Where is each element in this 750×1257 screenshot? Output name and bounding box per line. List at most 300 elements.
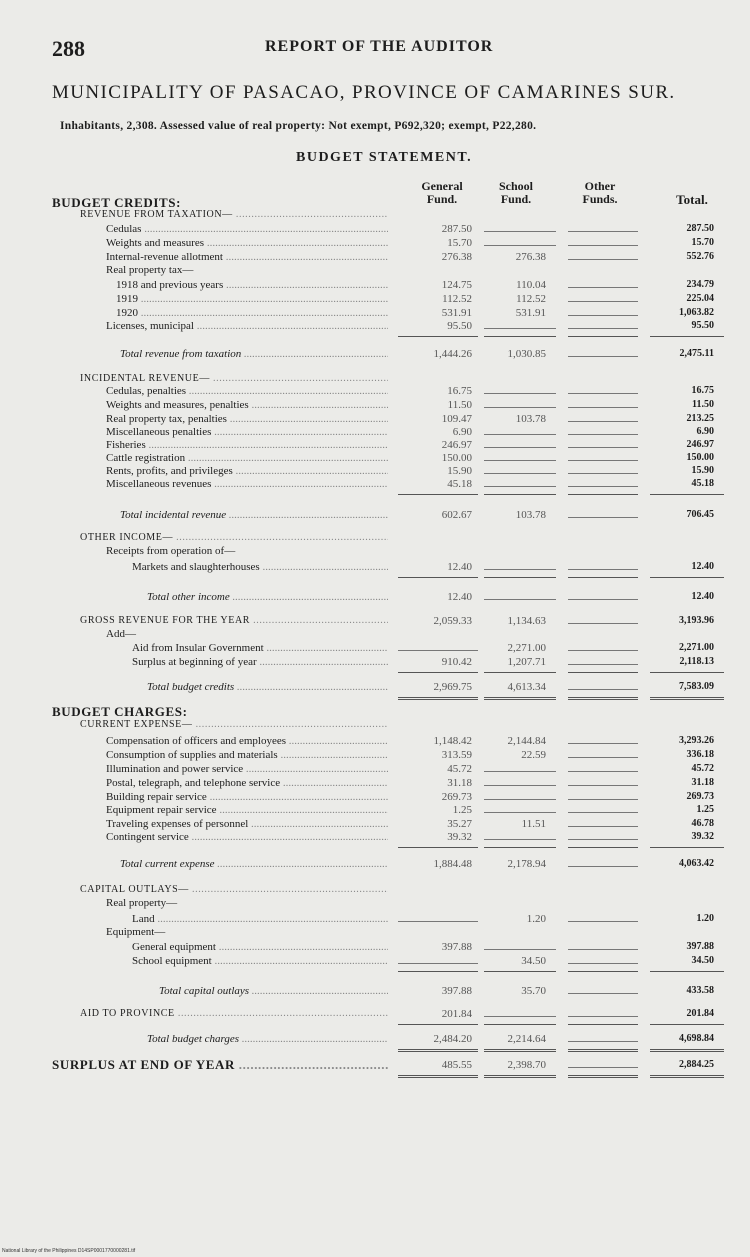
total-rule	[568, 847, 638, 848]
row-label: Real property tax—	[106, 264, 194, 276]
budget-row	[0, 508, 750, 522]
general-fund-cell: 35.27	[447, 818, 472, 830]
budget-row	[0, 680, 750, 694]
row-label: Traveling expenses of personnel .....	[106, 817, 388, 831]
budget-row	[0, 940, 750, 954]
budget-row	[0, 984, 750, 998]
empty-cell-dash	[568, 1041, 638, 1042]
total-cell: 31.18	[691, 777, 714, 788]
empty-cell-dash	[568, 473, 638, 474]
inhabitants-line: Inhabitants, 2,308. Assessed value of real property: Not exempt, P692,320; exempt, P22,280.	[60, 120, 537, 132]
total-cell: 213.25	[686, 413, 714, 424]
row-label: Illumination and power service .....	[106, 762, 388, 776]
general-fund-cell: 112.52	[442, 293, 472, 305]
budget-row	[0, 830, 750, 844]
double-rule	[398, 1075, 478, 1081]
empty-cell-dash	[568, 421, 638, 422]
budget-row	[0, 734, 750, 748]
empty-cell-dash	[484, 1016, 556, 1017]
budget-row	[0, 705, 750, 719]
empty-cell-dash	[484, 231, 556, 232]
budget-row	[0, 1032, 750, 1046]
double-rule	[398, 697, 478, 703]
general-fund-cell: 246.97	[441, 439, 472, 451]
school-fund-cell: 1,207.71	[507, 656, 546, 668]
total-rule	[650, 672, 724, 673]
empty-cell-dash	[568, 1067, 638, 1068]
school-fund-cell: 1.20	[526, 913, 546, 925]
total-cell: 1.20	[696, 913, 714, 924]
total-rule	[650, 336, 724, 337]
column-header-school-fund: School Fund.	[498, 179, 533, 206]
budget-row	[0, 236, 750, 250]
empty-cell-dash	[484, 407, 556, 408]
general-fund-cell: 11.50	[447, 399, 472, 411]
double-rule	[484, 1049, 556, 1055]
row-label: Compensation of officers and employees .....	[106, 734, 388, 748]
row-label: Real property tax, penalties .....	[106, 412, 388, 426]
empty-cell-dash	[568, 434, 638, 435]
row-label: Postal, telegraph, and telephone service .....	[106, 776, 388, 790]
empty-cell-dash	[568, 356, 638, 357]
empty-cell-dash	[398, 963, 478, 964]
empty-cell-dash	[568, 993, 638, 994]
school-fund-cell: 103.78	[515, 509, 546, 521]
empty-cell-dash	[568, 393, 638, 394]
total-rule	[650, 494, 724, 495]
general-fund-cell: 313.59	[441, 749, 472, 761]
total-cell: 4,063.42	[679, 858, 714, 869]
budget-row	[0, 857, 750, 871]
total-cell: 15.90	[691, 465, 714, 476]
total-cell: 225.04	[686, 293, 714, 304]
empty-cell-dash	[568, 664, 638, 665]
school-fund-cell: 276.38	[515, 251, 546, 263]
budget-row	[0, 208, 750, 222]
column-header-general-fund: General Fund.	[421, 179, 463, 206]
empty-cell-dash	[484, 949, 556, 950]
budget-row	[0, 896, 750, 910]
budget-row	[0, 451, 750, 465]
general-fund-cell: 397.88	[441, 941, 472, 953]
total-cell: 3,293.26	[679, 735, 714, 746]
page-number: 288	[52, 36, 85, 61]
empty-cell-dash	[484, 785, 556, 786]
total-cell: 2,118.13	[679, 656, 714, 667]
row-label: Surplus at beginning of year .....	[132, 655, 388, 669]
general-fund-cell: 150.00	[441, 452, 472, 464]
empty-cell-dash	[568, 486, 638, 487]
empty-cell-dash	[484, 434, 556, 435]
budget-row	[0, 306, 750, 320]
total-cell: 2,475.11	[679, 348, 714, 359]
empty-cell-dash	[568, 771, 638, 772]
row-label: CAPITAL OUTLAYS— .....	[80, 883, 388, 897]
budget-row	[0, 803, 750, 817]
empty-cell-dash	[568, 866, 638, 867]
total-cell: 3,193.96	[679, 615, 714, 626]
school-fund-cell: 112.52	[516, 293, 546, 305]
total-rule	[568, 971, 638, 972]
total-cell: 11.50	[692, 399, 714, 410]
total-cell: 246.97	[686, 439, 714, 450]
total-rule	[484, 847, 556, 848]
empty-cell-dash	[568, 839, 638, 840]
empty-cell-dash	[484, 569, 556, 570]
total-rule	[650, 577, 724, 578]
double-rule	[650, 1075, 724, 1081]
double-rule	[568, 697, 638, 703]
school-fund-cell: 2,214.64	[507, 1033, 546, 1045]
empty-cell-dash	[484, 473, 556, 474]
total-rule	[398, 577, 478, 578]
row-label: Cedulas .....	[106, 222, 388, 236]
total-rule	[484, 971, 556, 972]
general-fund-cell: 124.75	[441, 279, 472, 291]
school-fund-cell: 22.59	[521, 749, 546, 761]
row-label: Add—	[106, 628, 136, 640]
general-fund-cell: 269.73	[441, 791, 472, 803]
budget-row	[0, 384, 750, 398]
empty-cell-dash	[568, 826, 638, 827]
empty-cell-dash	[484, 245, 556, 246]
budget-row	[0, 1058, 750, 1072]
school-fund-cell: 531.91	[515, 307, 546, 319]
empty-cell-dash	[484, 486, 556, 487]
total-cell: 287.50	[686, 223, 714, 234]
total-cell: 201.84	[686, 1008, 714, 1019]
column-header-other-funds: Other Funds.	[582, 179, 618, 206]
row-label: Receipts from operation of—	[106, 545, 236, 557]
total-rule	[568, 494, 638, 495]
empty-cell-dash	[568, 599, 638, 600]
budget-row	[0, 250, 750, 264]
school-fund-cell: 110.04	[516, 279, 546, 291]
total-cell: 16.75	[691, 385, 714, 396]
general-fund-cell: 45.72	[447, 763, 472, 775]
general-fund-cell: 16.75	[447, 385, 472, 397]
school-fund-cell: 34.50	[521, 955, 546, 967]
school-fund-cell: 1,134.63	[507, 615, 546, 627]
total-rule	[484, 577, 556, 578]
empty-cell-dash	[568, 328, 638, 329]
total-cell: 95.50	[691, 320, 714, 331]
empty-cell-dash	[484, 393, 556, 394]
budget-row	[0, 641, 750, 655]
total-cell: 7,583.09	[679, 681, 714, 692]
empty-cell-dash	[568, 407, 638, 408]
general-fund-cell: 1,884.48	[433, 858, 472, 870]
general-fund-cell: 45.18	[447, 478, 472, 490]
double-rule	[484, 697, 556, 703]
double-rule	[484, 1075, 556, 1081]
budget-row	[0, 883, 750, 897]
empty-cell-dash	[484, 839, 556, 840]
row-label: CURRENT EXPENSE— .....	[80, 718, 388, 732]
budget-row	[0, 718, 750, 732]
double-rule	[650, 697, 724, 703]
total-cell: 552.76	[686, 251, 714, 262]
total-rule	[484, 672, 556, 673]
budget-row	[0, 263, 750, 277]
budget-row	[0, 1007, 750, 1021]
empty-cell-dash	[484, 447, 556, 448]
budget-row	[0, 347, 750, 361]
general-fund-cell: 531.91	[441, 307, 472, 319]
empty-cell-dash	[484, 328, 556, 329]
general-fund-cell: 12.40	[447, 561, 472, 573]
total-rule	[650, 971, 724, 972]
row-label: Equipment—	[106, 926, 166, 938]
budget-row	[0, 590, 750, 604]
school-fund-cell: 2,178.94	[507, 858, 546, 870]
row-label: Total current expense .....	[120, 857, 388, 871]
school-fund-cell: 2,144.84	[507, 735, 546, 747]
school-fund-cell: 4,613.34	[507, 681, 546, 693]
total-cell: 15.70	[691, 237, 714, 248]
general-fund-cell: 276.38	[441, 251, 472, 263]
empty-cell-dash	[484, 771, 556, 772]
empty-cell-dash	[568, 689, 638, 690]
school-fund-cell: 1,030.85	[507, 348, 546, 360]
general-fund-cell: 485.55	[441, 1059, 472, 1071]
budget-row	[0, 655, 750, 669]
total-cell: 150.00	[686, 452, 714, 463]
empty-cell-dash	[568, 315, 638, 316]
budget-row	[0, 614, 750, 628]
row-label: Fisheries .....	[106, 438, 388, 452]
school-fund-cell: 2,271.00	[507, 642, 546, 654]
row-label: GROSS REVENUE FOR THE YEAR .....	[80, 614, 388, 628]
general-fund-cell: 15.90	[447, 465, 472, 477]
empty-cell-dash	[568, 963, 638, 964]
row-label: Miscellaneous penalties .....	[106, 425, 388, 439]
row-label: Total other income .....	[147, 590, 388, 604]
budget-row	[0, 748, 750, 762]
total-cell: 45.72	[691, 763, 714, 774]
total-rule	[650, 847, 724, 848]
total-rule	[398, 971, 478, 972]
budget-row	[0, 531, 750, 545]
row-label: Aid from Insular Government .....	[132, 641, 388, 655]
general-fund-cell: 201.84	[441, 1008, 472, 1020]
row-label: 1920 .....	[116, 306, 388, 320]
total-cell: 1.25	[696, 804, 714, 815]
municipality-heading: MUNICIPALITY OF PASACAO, PROVINCE OF CAMARINES SUR.	[52, 82, 676, 103]
total-rule	[398, 494, 478, 495]
empty-cell-dash	[568, 757, 638, 758]
row-label: Total incidental revenue .....	[120, 508, 388, 522]
school-fund-cell: 2,398.70	[507, 1059, 546, 1071]
total-cell: 6.90	[696, 426, 714, 437]
budget-row	[0, 762, 750, 776]
row-label: General equipment .....	[132, 940, 388, 954]
budget-row	[0, 425, 750, 439]
empty-cell-dash	[568, 1016, 638, 1017]
total-cell: 397.88	[686, 941, 714, 952]
empty-cell-dash	[484, 599, 556, 600]
row-label: Building repair service .....	[106, 790, 388, 804]
row-label: Cattle registration .....	[106, 451, 388, 465]
empty-cell-dash	[568, 245, 638, 246]
empty-cell-dash	[568, 812, 638, 813]
empty-cell-dash	[568, 743, 638, 744]
empty-cell-dash	[568, 949, 638, 950]
total-cell: 39.32	[691, 831, 714, 842]
budget-row	[0, 477, 750, 491]
general-fund-cell: 602.67	[441, 509, 472, 521]
empty-cell-dash	[568, 460, 638, 461]
general-fund-cell: 31.18	[447, 777, 472, 789]
row-label: Equipment repair service .....	[106, 803, 388, 817]
general-fund-cell: 2,969.75	[433, 681, 472, 693]
budget-row	[0, 398, 750, 412]
general-fund-cell: 6.90	[452, 426, 472, 438]
total-cell: 34.50	[691, 955, 714, 966]
row-label: Land .....	[132, 912, 388, 926]
row-label: Rents, profits, and privileges .....	[106, 464, 388, 478]
total-rule	[484, 336, 556, 337]
school-fund-cell: 103.78	[515, 413, 546, 425]
row-label: Internal-revenue allotment .....	[106, 250, 388, 264]
total-rule	[484, 1024, 556, 1025]
budget-row	[0, 817, 750, 831]
total-cell: 45.18	[691, 478, 714, 489]
total-cell: 336.18	[686, 749, 714, 760]
total-cell: 2,884.25	[679, 1059, 714, 1070]
general-fund-cell: 910.42	[441, 656, 472, 668]
budget-row	[0, 776, 750, 790]
general-fund-cell: 1,444.26	[433, 348, 472, 360]
empty-cell-dash	[398, 921, 478, 922]
empty-cell-dash	[568, 259, 638, 260]
total-rule	[568, 672, 638, 673]
budget-row	[0, 438, 750, 452]
row-label: Cedulas, penalties .....	[106, 384, 388, 398]
general-fund-cell: 109.47	[441, 413, 472, 425]
row-label: Licenses, municipal .....	[106, 319, 388, 333]
row-label: Total budget charges .....	[147, 1032, 388, 1046]
budget-row	[0, 222, 750, 236]
row-label: Miscellaneous revenues .....	[106, 477, 388, 491]
row-label: Contingent service .....	[106, 830, 388, 844]
total-cell: 12.40	[691, 591, 714, 602]
general-fund-cell: 12.40	[447, 591, 472, 603]
total-rule	[484, 494, 556, 495]
total-cell: 269.73	[686, 791, 714, 802]
row-label: Markets and slaughterhouses .....	[132, 560, 388, 574]
empty-cell-dash	[568, 517, 638, 518]
empty-cell-dash	[568, 921, 638, 922]
budget-row	[0, 790, 750, 804]
budget-row	[0, 912, 750, 926]
row-label: 1918 and previous years .....	[116, 278, 388, 292]
total-rule	[650, 1024, 724, 1025]
empty-cell-dash	[568, 447, 638, 448]
row-label: Real property—	[106, 897, 178, 909]
general-fund-cell: 2,059.33	[433, 615, 472, 627]
general-fund-cell: 15.70	[447, 237, 472, 249]
row-label: Total capital outlays .....	[159, 984, 388, 998]
total-rule	[398, 336, 478, 337]
school-fund-cell: 35.70	[521, 985, 546, 997]
total-cell: 234.79	[686, 279, 714, 290]
empty-cell-dash	[568, 569, 638, 570]
school-fund-cell: 11.51	[521, 818, 546, 830]
budget-row	[0, 319, 750, 333]
total-cell: 433.58	[686, 985, 714, 996]
column-header-total: Total.	[676, 192, 708, 207]
empty-cell-dash	[568, 650, 638, 651]
budget-row	[0, 627, 750, 641]
total-cell: 706.45	[686, 509, 714, 520]
row-label: 1919 .....	[116, 292, 388, 306]
total-rule	[568, 1024, 638, 1025]
row-label: INCIDENTAL REVENUE— .....	[80, 372, 388, 386]
row-label: Total revenue from taxation .....	[120, 347, 388, 361]
total-rule	[398, 672, 478, 673]
scan-footer: National Library of the Philippines D14SP0001770000281.tif	[2, 1248, 136, 1254]
empty-cell-dash	[484, 812, 556, 813]
empty-cell-dash	[568, 231, 638, 232]
row-label: OTHER INCOME— .....	[80, 531, 388, 545]
row-label: BUDGET CREDITS:	[52, 196, 182, 210]
total-cell: 46.78	[691, 818, 714, 829]
total-cell: 2,271.00	[679, 642, 714, 653]
total-rule	[568, 577, 638, 578]
total-cell: 12.40	[691, 561, 714, 572]
general-fund-cell: 287.50	[441, 223, 472, 235]
budget-row	[0, 954, 750, 968]
running-title: REPORT OF THE AUDITOR	[265, 38, 494, 55]
empty-cell-dash	[568, 799, 638, 800]
general-fund-cell: 95.50	[447, 320, 472, 332]
row-label: Consumption of supplies and materials .....	[106, 748, 388, 762]
double-rule	[650, 1049, 724, 1055]
row-label: REVENUE FROM TAXATION— .....	[80, 208, 388, 222]
general-fund-cell: 397.88	[441, 985, 472, 997]
budget-row	[0, 925, 750, 939]
general-fund-cell: 39.32	[447, 831, 472, 843]
empty-cell-dash	[398, 650, 478, 651]
total-rule	[398, 1024, 478, 1025]
row-label: AID TO PROVINCE .....	[80, 1007, 388, 1021]
general-fund-cell: 2,484.20	[433, 1033, 472, 1045]
total-rule	[398, 847, 478, 848]
row-label: Weights and measures, penalties .....	[106, 398, 388, 412]
row-label: School equipment .....	[132, 954, 388, 968]
total-rule	[568, 336, 638, 337]
budget-row	[0, 464, 750, 478]
statement-title: BUDGET STATEMENT.	[296, 150, 473, 165]
general-fund-cell: 1,148.42	[433, 735, 472, 747]
row-label: BUDGET CHARGES:	[52, 705, 188, 719]
empty-cell-dash	[568, 785, 638, 786]
row-label: SURPLUS AT END OF YEAR .....	[52, 1058, 388, 1072]
row-label: Total budget credits .....	[147, 680, 388, 694]
budget-row	[0, 278, 750, 292]
budget-row	[0, 292, 750, 306]
row-label: Weights and measures .....	[106, 236, 388, 250]
total-cell: 4,698.84	[679, 1033, 714, 1044]
total-cell: 1,063.82	[679, 307, 714, 318]
budget-row	[0, 560, 750, 574]
empty-cell-dash	[484, 799, 556, 800]
budget-row	[0, 544, 750, 558]
empty-cell-dash	[484, 460, 556, 461]
empty-cell-dash	[568, 287, 638, 288]
double-rule	[568, 1075, 638, 1081]
